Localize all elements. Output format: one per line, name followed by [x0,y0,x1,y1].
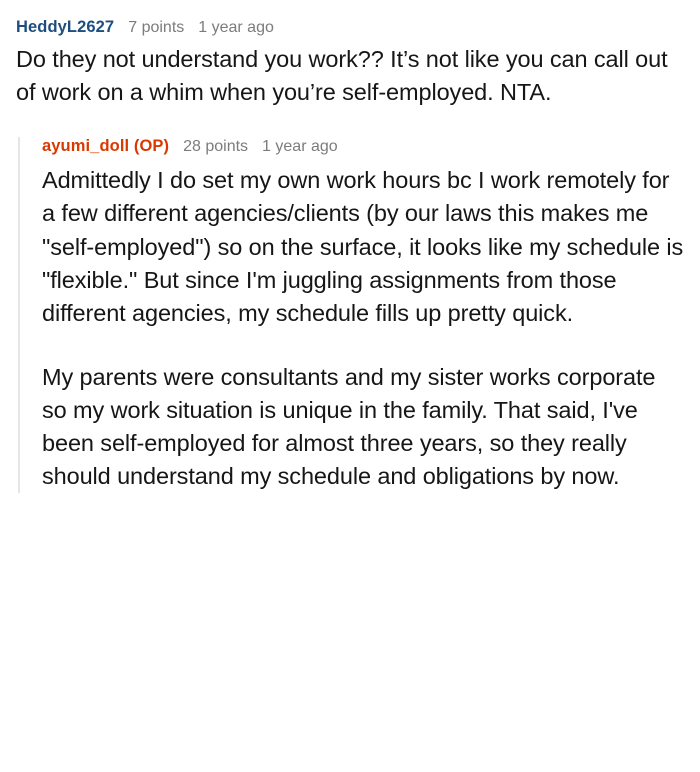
comment-score: 28 points [183,138,249,156]
comment-reply [18,137,684,493]
comment-meta [16,18,684,37]
comment-author[interactable]: ayumi_doll (OP) [42,137,170,156]
comment-body [16,43,684,109]
comment-paragraph: Admittedly I do set my own work hours bc I work remotely for a few different agencies/clients (by our laws this makes me "self-employed") so on the surface, it looks like my schedule is "flexible." But since I'm juggling assignments from those different agencies, my schedule fills up pretty quick. [42,167,684,326]
comment-paragraph: Do they not understand you work?? It’s not like you can call out of work on a whim when you’re self-employed. NTA. [16,46,668,106]
comment-author[interactable]: HeddyL2627 [16,18,115,36]
comment-score: 7 points [128,19,185,36]
comment-meta [42,137,684,156]
comment-timestamp: 1 year ago [198,19,274,36]
comment-paragraph: My parents were consultants and my sister works corporate so my work situation is unique in the family. That said, I've been self-employed for almost three years, so they really should understand my schedule and obligations by now. [42,363,656,490]
comment-timestamp: 1 year ago [262,138,338,156]
comment-body [42,164,684,493]
comment-top-level [16,18,684,109]
